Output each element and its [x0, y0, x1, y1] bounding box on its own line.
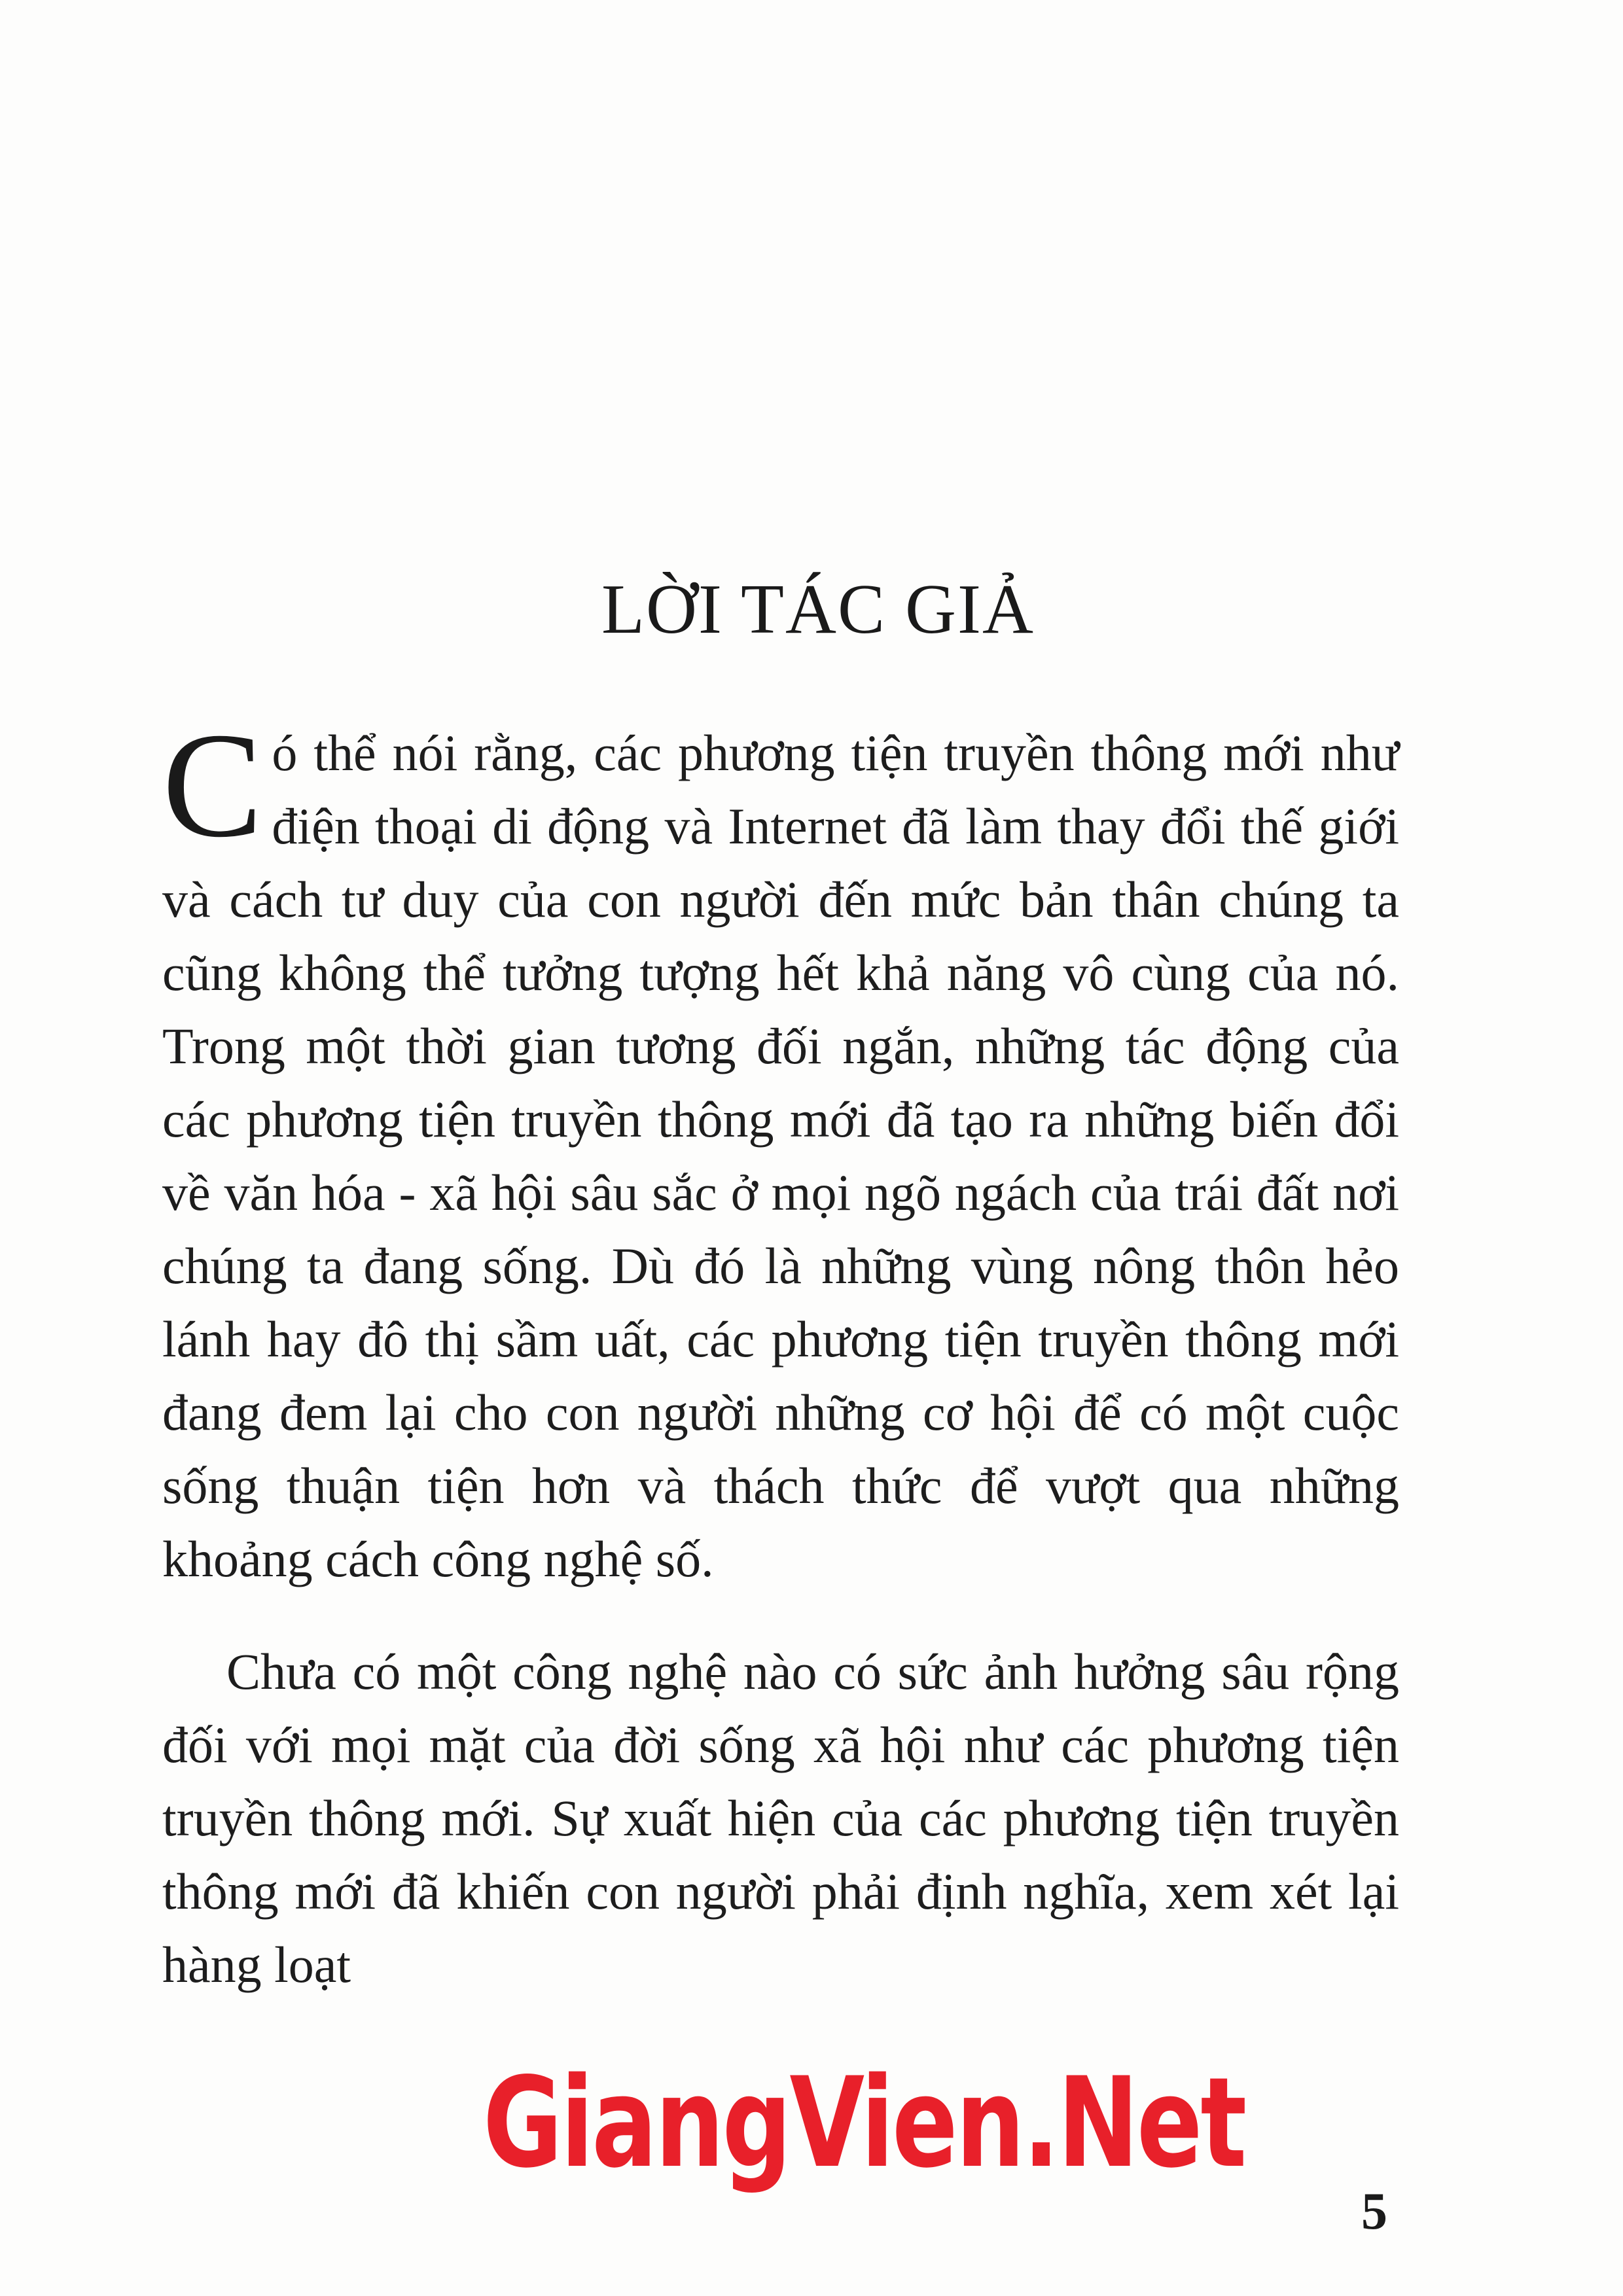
paragraph-1-text: ó thể nói rằng, các phương tiện truyền thông mới như điện thoại di động và Internet đã làm thay đổi thế giới và cách tư duy của con người đến mức bản thân chúng ta cũng không thể tưởng tượng hết khả năng vô cùng của nó. Trong một thời gian tương đối ngắn, những tác động của các phương tiện truyền thông mới đã tạo ra những biến đổi về văn hóa - xã hội sâu sắc ở mọi ngõ ngách của trái đất nơi chúng ta đang sống. Dù đó là những vùng nông thôn hẻo lánh hay đô thị sầm uất, các phương tiện truyền thông mới đang đem lại cho con người những cơ hội để có một cuộc sống thuận tiện hơn và thách thức để vượt qua những khoảng cách công nghệ số. [162, 724, 1399, 1587]
chapter-title: LỜI TÁC GIẢ [601, 571, 1035, 648]
paragraph-2: Chưa có một công nghệ nào có sức ảnh hưởng sâu rộng đối với mọi mặt của đời sống xã hội như các phương tiện truyền thông mới. Sự xuất hiện của các phương tiện truyền thông mới đã khiến con người phải định nghĩa, xem xét lại hàng loạt [162, 1643, 1399, 1993]
body-text [162, 701, 1399, 2002]
paragraph-1 [162, 701, 1399, 1596]
drop-cap: C [162, 701, 263, 868]
page-number: 5 [1361, 2183, 1387, 2240]
watermark-logo: GiangVien.Net [483, 2051, 1245, 2195]
